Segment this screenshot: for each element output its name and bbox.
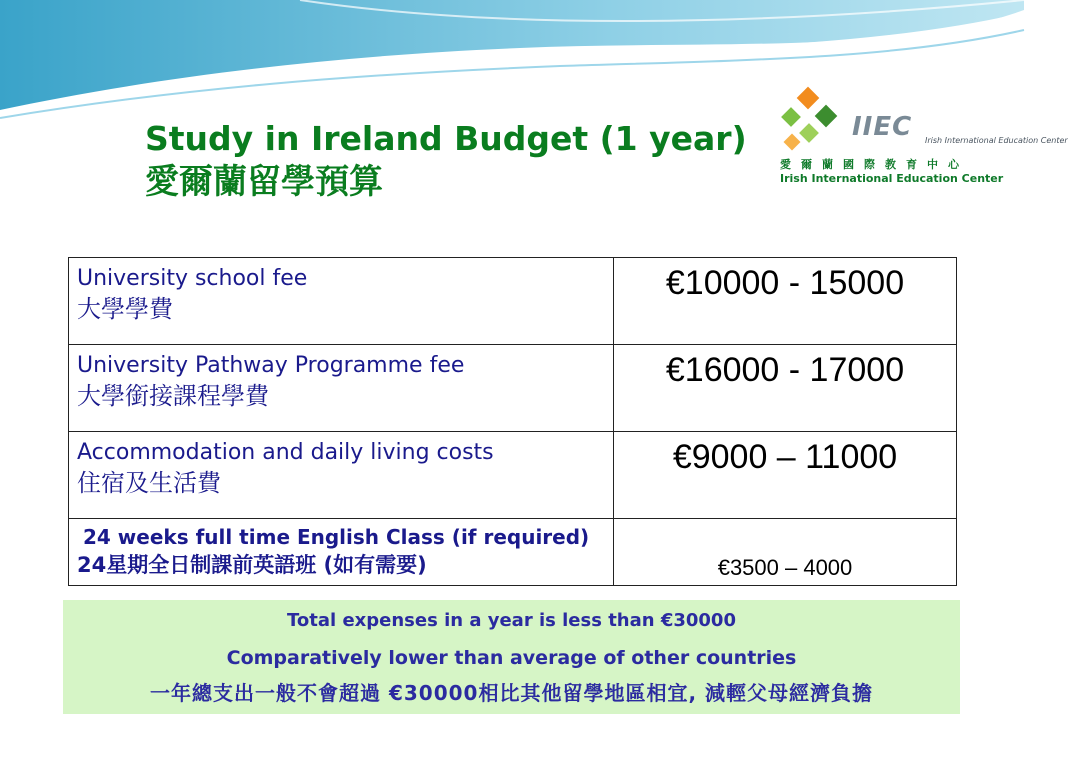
table-row xyxy=(69,345,957,432)
logo-name-chinese: 愛爾蘭國際教育中心 xyxy=(780,158,969,171)
iiec-logo-mark-icon xyxy=(778,86,850,158)
summary-comparison-line: Comparatively lower than average of other countries xyxy=(226,647,797,669)
label-chinese: 24星期全日制課前英語班 (如有需要) xyxy=(77,553,427,577)
iiec-logo xyxy=(776,82,1068,188)
summary-box xyxy=(63,600,960,714)
label-english: 24 weeks full time English Class (if required) xyxy=(83,525,590,549)
summary-total-line: Total expenses in a year is less than €30000 xyxy=(287,610,736,631)
table-row xyxy=(69,432,957,519)
table-row xyxy=(69,258,957,345)
logo-name-english: Irish International Education Center xyxy=(780,172,1004,185)
title-chinese: 愛爾蘭留學預算 xyxy=(145,162,383,202)
logo-brand: IIEC xyxy=(852,112,913,142)
row-label xyxy=(69,519,614,586)
slide-title xyxy=(145,118,747,204)
label-english: Accommodation and daily living costs xyxy=(77,440,494,465)
logo-brand-subtitle: Irish International Education Center xyxy=(925,136,1068,145)
row-amount: €10000 - 15000 xyxy=(614,258,957,345)
row-label xyxy=(69,432,614,519)
summary-chinese-line: 一年總支出一般不會超過 €30000相比其他留學地區相宜, 減輕父母經濟負擔 xyxy=(149,681,874,705)
table-row xyxy=(69,519,957,586)
row-amount: €3500 – 4000 xyxy=(614,519,957,586)
row-label xyxy=(69,345,614,432)
label-chinese: 大學學費 xyxy=(77,295,173,323)
row-amount: €16000 - 17000 xyxy=(614,345,957,432)
budget-table xyxy=(68,257,957,586)
row-label xyxy=(69,258,614,345)
row-amount: €9000 – 11000 xyxy=(614,432,957,519)
label-chinese: 大學銜接課程學費 xyxy=(77,382,269,410)
label-chinese: 住宿及生活費 xyxy=(77,469,221,497)
label-english: University Pathway Programme fee xyxy=(77,353,465,378)
title-english: Study in Ireland Budget (1 year) xyxy=(145,119,747,158)
label-english: University school fee xyxy=(77,266,308,291)
